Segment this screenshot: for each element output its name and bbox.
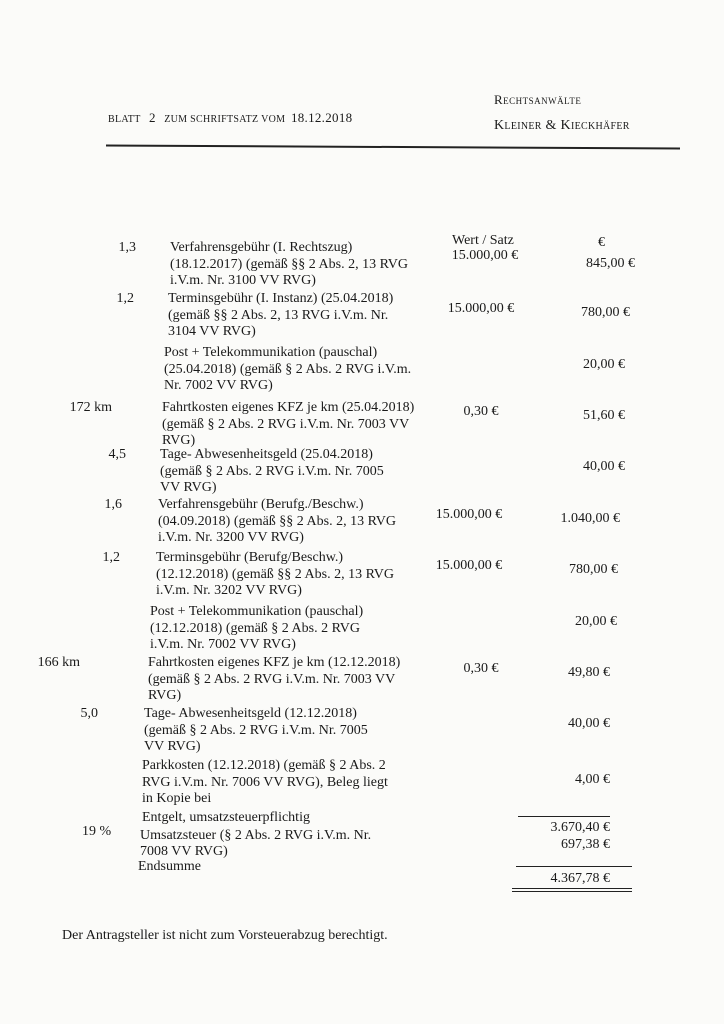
line-item-description: Post + Telekommunikation (pauschal) (12.12.2018) (gemäß § 2 Abs. 2 RVG i.V.m. Nr. 7002 VV RVG) [150, 604, 364, 652]
line-item-multiplier: 166 km [37, 655, 80, 670]
line-item-description: Fahrtkosten eigenes KFZ je km (25.04.2018) (gemäß § 2 Abs. 2 RVG i.V.m. Nr. 7003 VV RVG) [162, 400, 415, 448]
firm-title: Rechtsanwälte [494, 92, 582, 107]
line-item-amount: 51,60 € [583, 408, 625, 423]
line-item-description: Parkkosten (12.12.2018) (gemäß § 2 Abs. 2 RVG i.V.m. Nr. 7006 VV RVG), Beleg liegt in Kopie bei [142, 758, 388, 806]
line-item-multiplier: 5,0 [80, 706, 98, 721]
line-item-description: Tage- Abwesenheitsgeld (25.04.2018) (gemäß § 2 Abs. 2 RVG i.V.m. Nr. 7005 VV RVG) [160, 447, 384, 495]
line-item-wert: 0,30 € [463, 661, 499, 676]
line-item-amount: 1.040,00 € [560, 511, 620, 526]
line-item-description: Verfahrensgebühr (I. Rechtszug) (18.12.2017) (gemäß §§ 2 Abs. 2, 13 RVG i.V.m. Nr. 3100 VV RVG) [170, 240, 409, 288]
line-item-amount: 20,00 € [583, 357, 625, 372]
line-item-multiplier: 1,3 [118, 240, 136, 255]
ust-rate: 19 % [82, 824, 112, 839]
endsumme-amount: 4.367,78 € [550, 871, 610, 886]
line-item-amount: 4,00 € [575, 772, 610, 787]
line-item-amount: 40,00 € [568, 716, 610, 731]
entgelt-amount: 3.670,40 € [550, 820, 610, 835]
subtotal-rule [518, 816, 610, 817]
ust-amount: 697,38 € [561, 837, 610, 852]
line-item-description: Fahrtkosten eigenes KFZ je km (12.12.2018) (gemäß § 2 Abs. 2 RVG i.V.m. Nr. 7003 VV RVG) [148, 655, 401, 703]
entgelt-label: Entgelt, umsatzsteuerpflichtig [142, 810, 310, 825]
column-header-euro: € [598, 235, 605, 250]
line-item-description: Terminsgebühr (I. Instanz) (25.04.2018) (gemäß §§ 2 Abs. 2, 13 RVG i.V.m. Nr. 3104 VV RVG) [168, 291, 394, 339]
total-rule-top [516, 866, 632, 867]
line-item-multiplier: 1,6 [104, 497, 122, 512]
page-reference [108, 110, 352, 126]
ust-label: Umsatzsteuer (§ 2 Abs. 2 RVG i.V.m. Nr. 7008 VV RVG) [140, 828, 372, 859]
schriftsatz-label: ZUM SCHRIFTSATZ VOM [164, 114, 286, 125]
line-item-description: Tage- Abwesenheitsgeld (12.12.2018) (gemäß § 2 Abs. 2 RVG i.V.m. Nr. 7005 VV RVG) [144, 706, 368, 754]
line-item-amount: 845,00 € [586, 256, 635, 271]
firm-name: Kleiner & Kieckhäfer [494, 118, 630, 133]
blatt-number: 2 [149, 110, 156, 125]
line-item-description: Terminsgebühr (Berufg/Beschw.) (12.12.2018) (gemäß §§ 2 Abs. 2, 13 RVG i.V.m. Nr. 3202 VV RVG) [156, 550, 395, 598]
line-item-description: Verfahrensgebühr (Berufg./Beschw.) (04.09.2018) (gemäß §§ 2 Abs. 2, 13 RVG i.V.m. Nr. 3200 VV RVG) [158, 497, 397, 545]
line-item-amount: 49,80 € [568, 665, 610, 680]
line-item-amount: 40,00 € [583, 459, 625, 474]
line-item-wert: 15.000,00 € [447, 301, 515, 316]
line-item-wert: 15.000,00 € [435, 558, 503, 573]
line-item-multiplier: 1,2 [102, 550, 120, 565]
total-rule-bottom-2 [512, 891, 632, 892]
line-item-multiplier: 172 km [69, 400, 112, 415]
line-item-amount: 780,00 € [581, 305, 630, 320]
line-item-description: Post + Telekommunikation (pauschal) (25.04.2018) (gemäß § 2 Abs. 2 RVG i.V.m. Nr. 7002 VV RVG) [164, 345, 412, 393]
column-header-wert: Wert / Satz [452, 233, 514, 248]
line-item-wert: 15.000,00 € [451, 248, 519, 263]
endsumme-label: Endsumme [138, 859, 201, 874]
line-item-wert: 0,30 € [463, 404, 499, 419]
line-item-multiplier: 4,5 [108, 447, 126, 462]
header-rule [106, 144, 680, 149]
line-item-wert: 15.000,00 € [435, 507, 503, 522]
line-item-amount: 20,00 € [575, 614, 617, 629]
total-rule-bottom-1 [512, 888, 632, 889]
vorsteuer-note: Der Antragsteller ist nicht zum Vorsteuerabzug berechtigt. [62, 928, 388, 943]
line-item-multiplier: 1,2 [116, 291, 134, 306]
line-item-amount: 780,00 € [569, 562, 618, 577]
blatt-label: BLATT [108, 114, 141, 125]
schriftsatz-date: 18.12.2018 [290, 110, 353, 125]
